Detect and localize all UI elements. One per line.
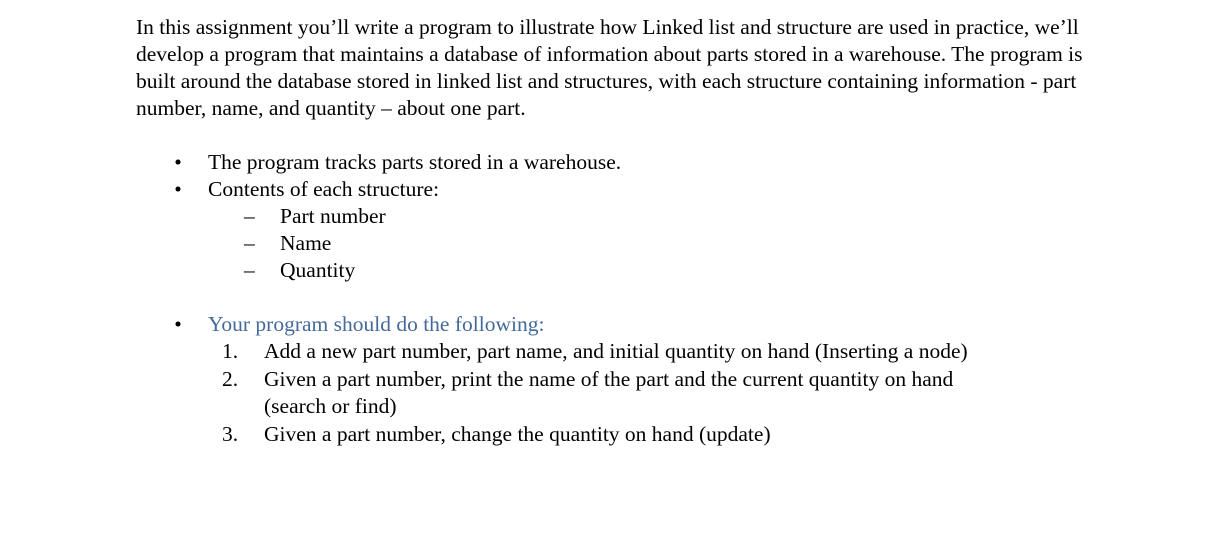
task-number: 1. — [222, 339, 239, 363]
task-text: Add a new part number, part name, and initial quantity on hand (Inserting a node) — [264, 339, 968, 363]
task-number: 2. — [222, 367, 239, 391]
task-text: Given a part number, print the name of the part and the current quantity on hand (search or find) — [264, 367, 954, 418]
dash-item-part-number — [208, 203, 1136, 230]
bullet-glyph: • — [174, 177, 182, 201]
dash-item-name — [208, 230, 1136, 257]
bullet-glyph: • — [174, 312, 182, 336]
document-body — [136, 14, 1136, 449]
dash-item-quantity — [208, 257, 1136, 284]
spacer — [136, 122, 1136, 149]
bullet-item-contents — [136, 176, 1136, 284]
dash-glyph: – — [244, 231, 255, 255]
bullet-text: The program tracks parts stored in a warehouse. — [208, 150, 622, 174]
dash-glyph: – — [244, 204, 255, 228]
dash-text: Quantity — [280, 258, 356, 282]
dash-text: Part number — [280, 204, 386, 228]
bullet-item-tasks — [136, 311, 1136, 338]
dash-text: Name — [280, 231, 332, 255]
bullet-list — [136, 149, 1136, 284]
spacer — [136, 284, 1136, 311]
tasks-bullet-list — [136, 311, 1136, 338]
task-number: 3. — [222, 422, 239, 446]
bullet-glyph: • — [174, 150, 182, 174]
task-text: Given a part number, change the quantity on hand (update) — [264, 422, 771, 446]
tasks-list — [208, 338, 1136, 448]
dash-glyph: – — [244, 258, 255, 282]
task-item-search — [208, 366, 994, 420]
task-item-update — [208, 421, 994, 448]
bullet-item-tracks — [136, 149, 1136, 176]
task-item-insert — [208, 338, 994, 365]
bullet-text: Contents of each structure: — [208, 177, 440, 201]
intro-paragraph: In this assignment you’ll write a program to illustrate how Linked list and structure are used in practice, we’ll develop a program that maintains a database of information about parts stored in a warehouse. The program is built around the database stored in linked list and structures, with each structure containing information - part number, name, and quantity – about one part. — [136, 15, 1083, 120]
tasks-heading: Your program should do the following: — [208, 312, 545, 336]
structure-contents-list — [208, 203, 1136, 284]
